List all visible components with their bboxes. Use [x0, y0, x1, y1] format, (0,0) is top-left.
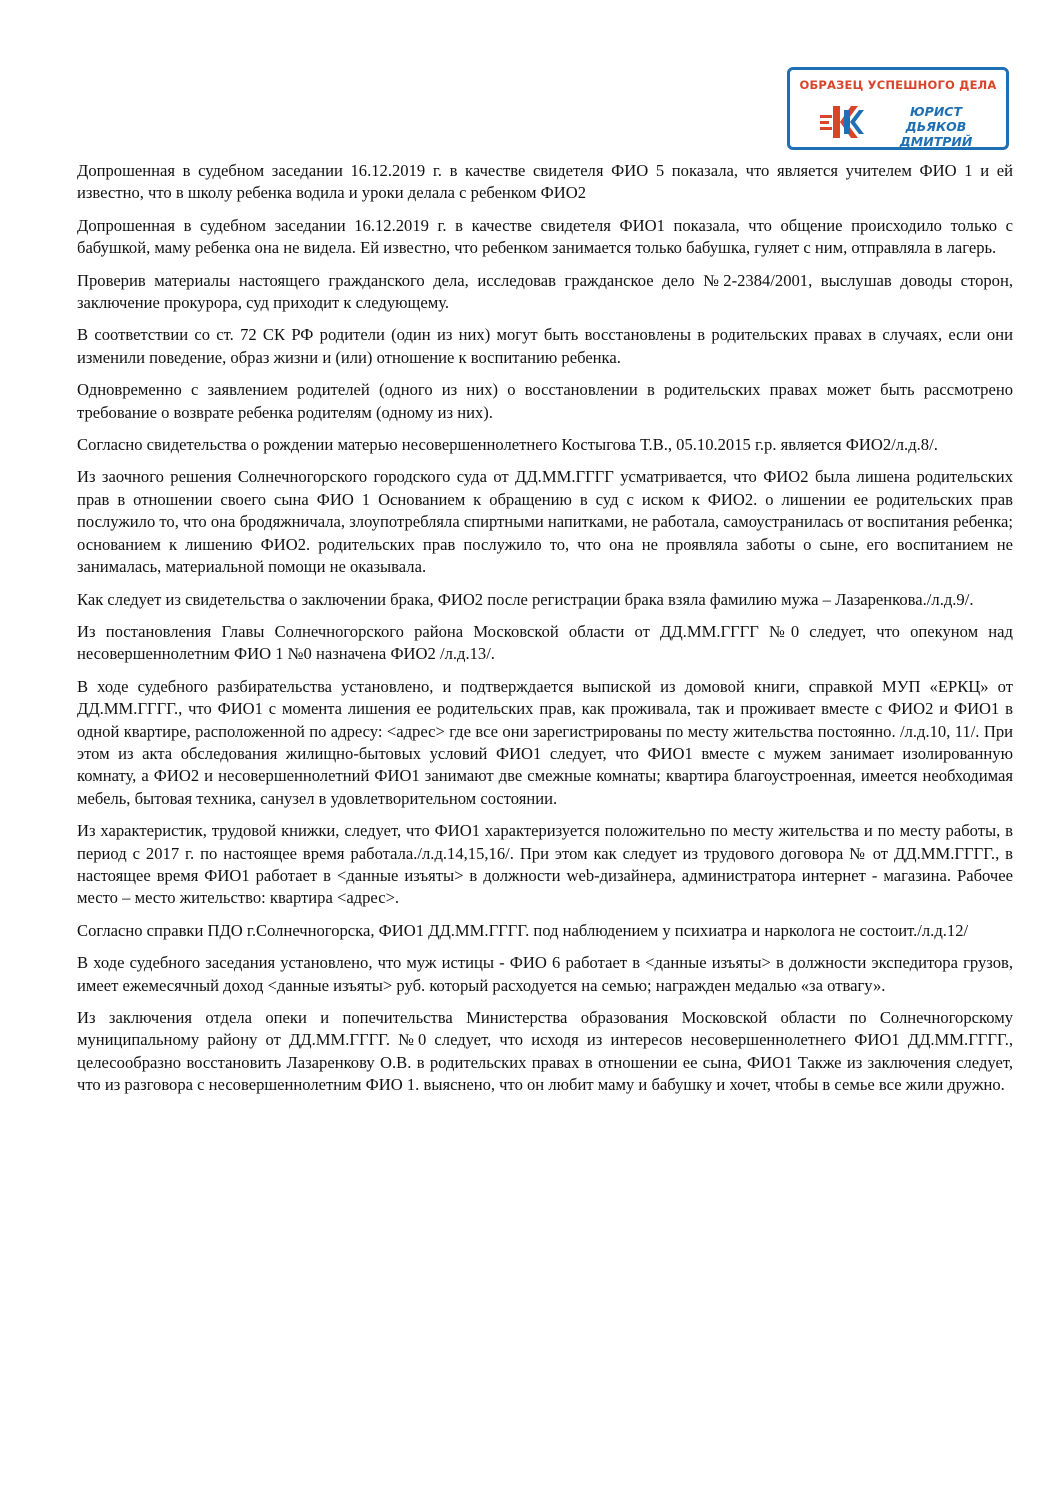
- stamp-title: ОБРАЗЕЦ УСПЕШНОГО ДЕЛА: [799, 78, 997, 92]
- paragraph: Из постановления Главы Солнечногорского района Московской области от ДД.ММ.ГГГГ №0 следует, что опекуном над несовершеннолетним ФИО 1 №0 назначена ФИО2 /л.д.13/.: [77, 621, 1013, 664]
- paragraph: Из характеристик, трудовой книжки, следует, что ФИО1 характеризуется положительно по месту жительства и по месту работы, в период с 2017 г. по настоящее время работала./л.д.14,15,16/. При этом как следует из трудового договора № от ДД.ММ.ГГГГ., в настоящее время ФИО1 работает в <данные изъяты> в должности web-дизайнера, администратора интернет - магазина. Рабочее место – место жительство: квартира <адрес>.: [77, 821, 1013, 908]
- document-body: [77, 160, 1013, 1107]
- paragraph: Из заочного решения Солнечногорского городского суда от ДД.ММ.ГГГГ усматривается, что ФИО2 была лишена родительских прав в отношении своего сына ФИО 1 Основанием к обращению в суд с иском к ФИО2. о лишении ее родительских прав послужило то, что она бродяжничала, злоупотребляла спиртными напитками, не работала, самоустранилась от воспитания ребенка; основанием к лишению ФИО2. родительских прав послужило то, что она не проявляла заботы о сыне, его воспитанием не занималась, материальной помощи не оказывала.: [77, 467, 1013, 577]
- paragraph: Допрошенная в судебном заседании 16.12.2019 г. в качестве свидетеля ФИО 5 показала, что является учителем ФИО 1 и ей известно, что в школу ребенка водила и уроки делала с ребенком ФИО2: [77, 161, 1013, 203]
- paragraph: Как следует из свидетельства о заключении брака, ФИО2 после регистрации брака взяла фамилию мужа – Лазаренкова./л.д.9/.: [77, 589, 974, 609]
- stamp-lawyer-name: [868, 104, 1004, 149]
- paragraph: Допрошенная в судебном заседании 16.12.2019 г. в качестве свидетеля ФИО1 показала, что общение происходило только с бабушкой, маму ребенка она не видела. Ей известно, что ребенком занимается только бабушка, гуляет с ним, отправляла в лагерь.: [77, 215, 1013, 258]
- sample-case-stamp: [787, 67, 1009, 150]
- paragraph: В ходе судебного заседания установлено, что муж истицы - ФИО 6 работает в <данные изъяты> в должности экспедитора грузов, имеет ежемесячный доход <данные изъяты> руб. который расходуется на семью; награжден медалью «за отвагу».: [77, 953, 1013, 995]
- paragraph: Из заключения отдела опеки и попечительства Министерства образования Московской области по Солнечногорскому муниципальному району от ДД.ММ.ГГГГ. №0 следует, что исходя из интересов несовершеннолетнего ФИО1 ДД.ММ.ГГГГ., целесообразно восстановить Лазаренкову О.В. в родительских правах в отношении ее сына, ФИО1 Также из заключения следует, что из разговора с несовершеннолетним ФИО 1. выяснено, что он любит маму и бабушку и хочет, чтобы в семье все жили дружно.: [77, 1008, 1013, 1095]
- paragraph: В ходе судебного разбирательства установлено, и подтверждается выпиской из домовой книги, справкой МУП «ЕРКЦ» от ДД.ММ.ГГГГ., что ФИО1 с момента лишения ее родительских прав, как проживала, так и проживает вместе с ФИО2 и ФИО1 в одной квартире, расположенной по адресу: <адрес> где все они зарегистрированы по месту жительства постоянно. /л.д.10, 11/. При этом из акта обследования жилищно-бытовых условий ФИО1 следует, что ФИО1 вместе с мужем занимает изолированную комнату, а ФИО2 и несовершеннолетний ФИО1 занимают две смежные комнаты; квартира благоустроенная, имеется необходимая мебель, бытовая техника, санузел в удовлетворительном состоянии.: [77, 676, 1013, 808]
- paragraph: В соответствии со ст. 72 СК РФ родители (один из них) могут быть восстановлены в родительских правах в случаях, если они изменили поведение, образ жизни и (или) отношение к воспитанию ребенка.: [77, 325, 1013, 367]
- paragraph: Одновременно с заявлением родителей (одного из них) о восстановлении в родительских правах может быть рассмотрено требование о возврате ребенка родителям (одному из них).: [77, 380, 1013, 422]
- paragraph: Согласно справки ПДО г.Солнечногорска, ФИО1 ДД.ММ.ГГГГ. под наблюдением у психиатра и нарколога не состоит./л.д.12/: [77, 920, 969, 940]
- paragraph: Проверив материалы настоящего гражданского дела, исследовав гражданское дело №2-2384/2001, выслушав доводы сторон, заключение прокурора, суд приходит к следующему.: [77, 270, 1013, 313]
- stamp-name-line2: ДЬЯКОВ ДМИТРИЙ: [899, 119, 973, 149]
- stamp-name-line1: ЮРИСТ: [910, 104, 962, 119]
- lawyer-logo-icon: [820, 102, 864, 142]
- paragraph: Согласно свидетельства о рождении матерью несовершеннолетнего Костыгова Т.В., 05.10.2015 г.р. является ФИО2/л.д.8/.: [77, 435, 938, 455]
